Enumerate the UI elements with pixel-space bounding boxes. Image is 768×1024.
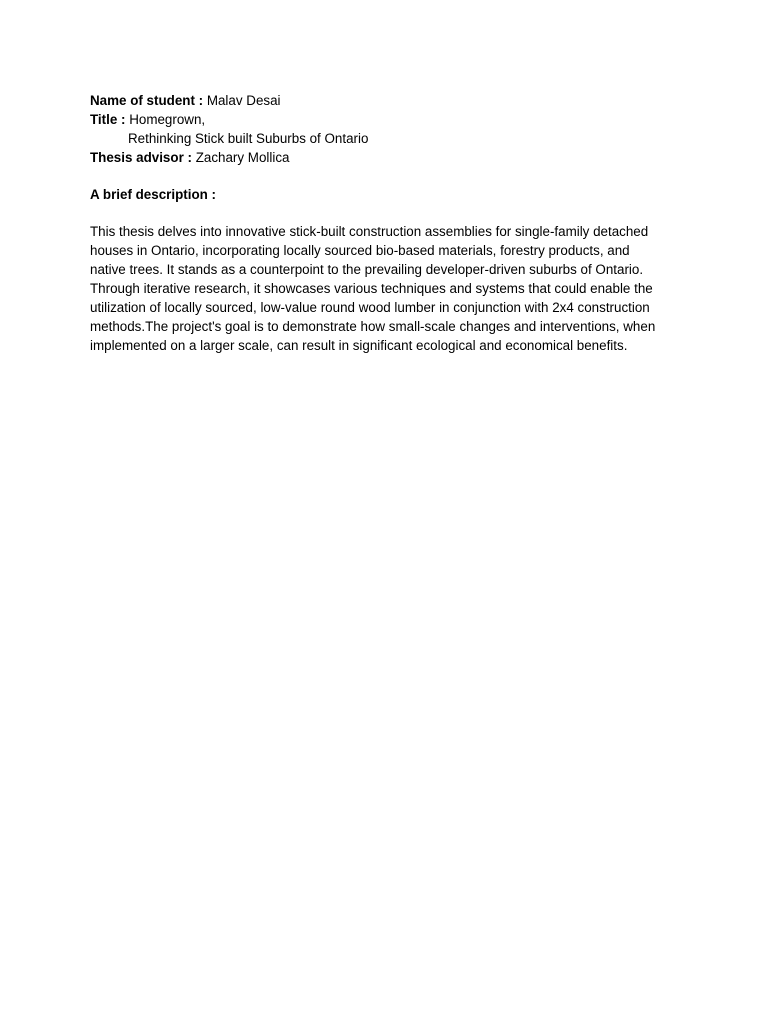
document-page [90,91,690,355]
title-row-continued [90,129,690,148]
student-row [90,91,690,110]
description-line: native trees. It stands as a counterpoint to the prevailing developer-driven suburbs of Ontario. [90,262,644,277]
description-line: This thesis delves into innovative stick-built construction assemblies for single-family detached [90,224,649,239]
student-label: Name of student : [90,93,204,108]
title-row [90,110,690,129]
description-line: houses in Ontario, incorporating locally sourced bio-based materials, forestry products, and [90,243,630,258]
spacer [90,167,690,185]
description-line: Through iterative research, it showcases various techniques and systems that could enable the [90,281,653,296]
advisor-value: Zachary Mollica [195,150,290,165]
advisor-label: Thesis advisor : [90,150,192,165]
advisor-row [90,148,690,167]
description-paragraph [90,222,690,355]
title-value-line1: Homegrown, [129,112,206,127]
description-line: methods.The project's goal is to demonstrate how small-scale changes and interventions, when [90,319,656,334]
student-value: Malav Desai [206,93,281,108]
title-label: Title : [90,112,126,127]
title-value-line2: Rethinking Stick built Suburbs of Ontario [128,131,369,146]
description-line: utilization of locally sourced, low-value round wood lumber in conjunction with 2x4 construction [90,300,650,315]
description-line: implemented on a larger scale, can result in significant ecological and economical benefits. [90,338,628,353]
description-heading: A brief description : [90,187,216,202]
spacer [90,204,690,222]
